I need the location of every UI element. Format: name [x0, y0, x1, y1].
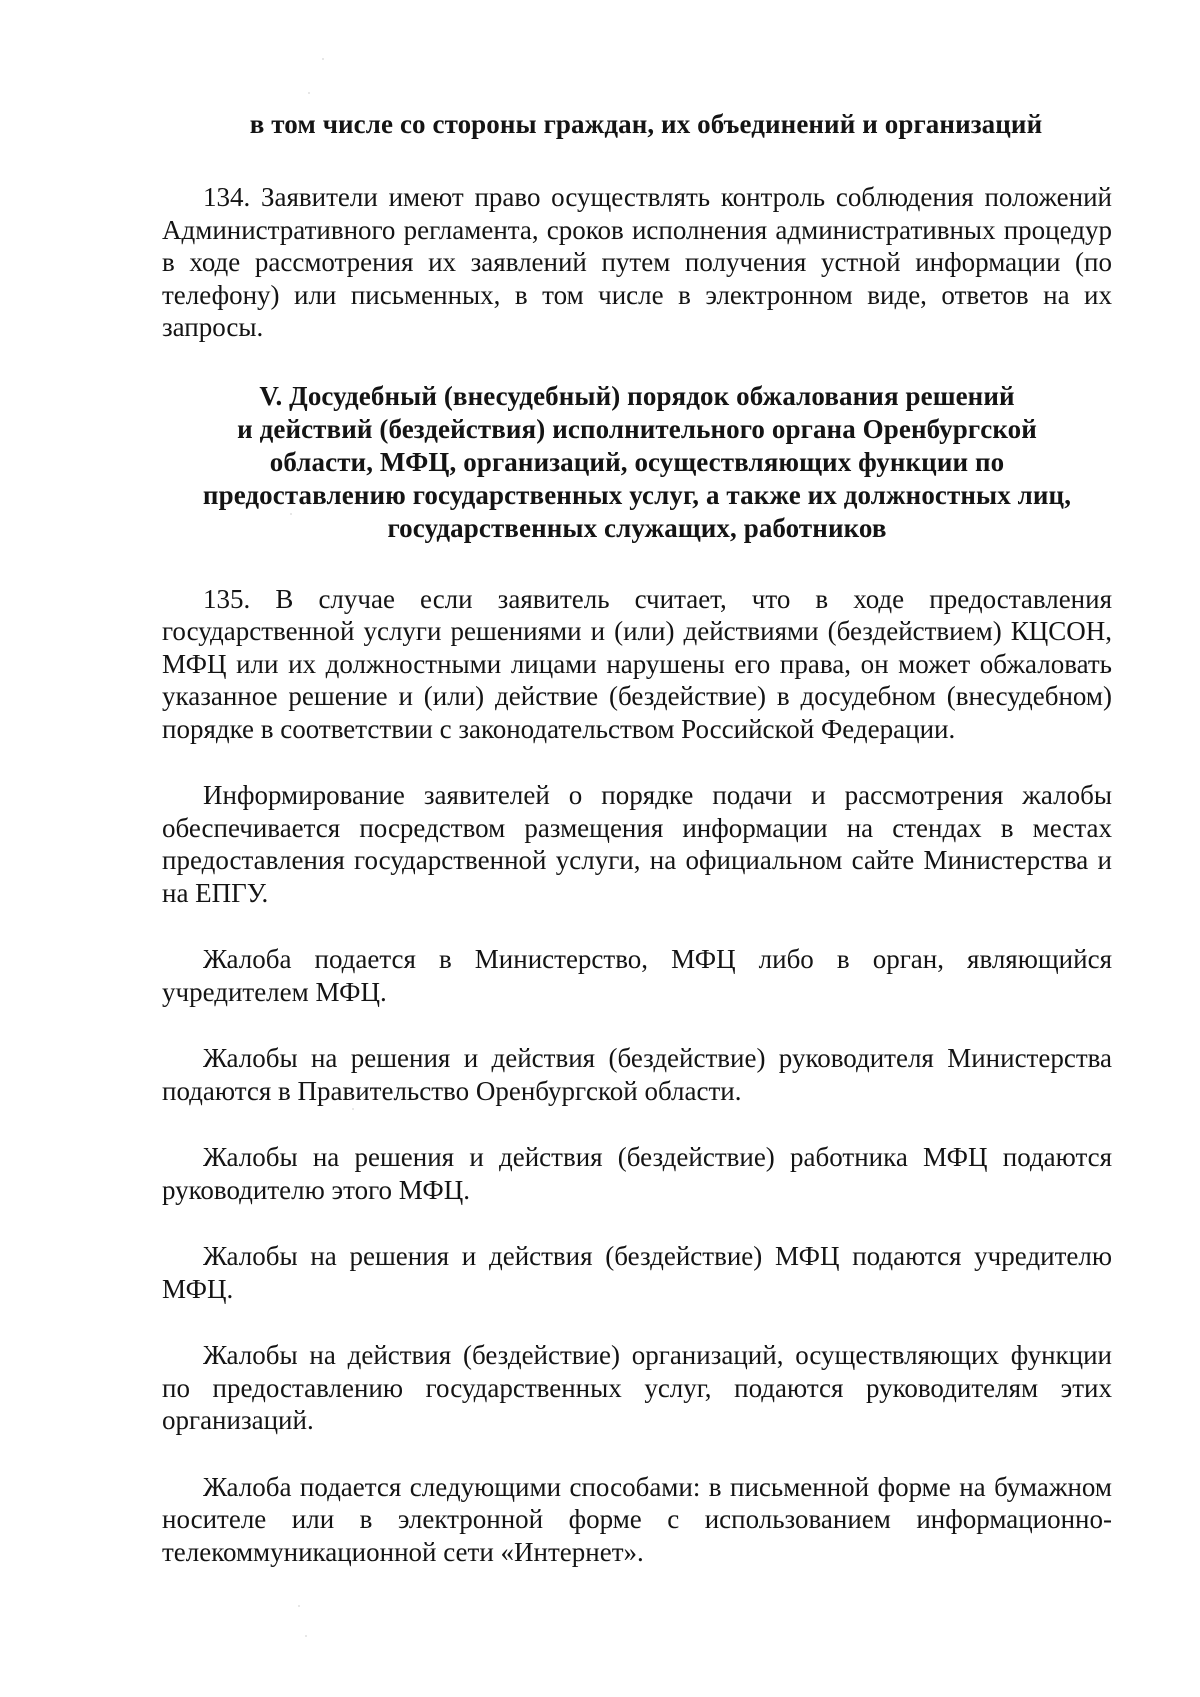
paragraph-135: 135. В случае если заявитель считает, что в ходе предоставления государственной услуги решениями и (или) действиями (бездействием) КЦСОН, МФЦ или их должностными лицами нарушены его права, он может обжаловать указанное решение и (или) действие (бездействие) в досудебном (внесудебном) порядке в соответствии с законодательством Российской Федерации.: [162, 583, 1112, 744]
document-body: [162, 108, 1112, 1568]
section-heading-line: и действий (бездействия) исполнительного органа Оренбургской: [237, 413, 1037, 444]
scan-noise: [298, 1605, 300, 1607]
section-heading-line: области, МФЦ, организаций, осуществляющих функции по: [269, 446, 1005, 477]
paragraph-complaint-methods: Жалоба подается следующими способами: в письменной форме на бумажном носителе или в электронной форме с использованием информационно-телекоммуникационной сети «Интернет».: [162, 1471, 1112, 1567]
paragraph-complaint-destination: Жалоба подается в Министерство, МФЦ либо в орган, являющийся учредителем МФЦ.: [162, 944, 1112, 1007]
section-heading-line: предоставлению государственных услуг, а также их должностных лиц,: [202, 479, 1072, 510]
paragraph-complaint-ministry-head: Жалобы на решения и действия (бездействие) руководителя Министерства подаются в Правительство Оренбургской области.: [162, 1043, 1112, 1106]
paragraph-complaint-mfc: Жалобы на решения и действия (бездействие) МФЦ подаются учредителю МФЦ.: [162, 1241, 1112, 1304]
scan-noise: [305, 1635, 307, 1637]
paragraph-134: 134. Заявители имеют право осуществлять контроль соблюдения положений Административного регламента, сроков исполнения административных процедур в ходе рассмотрения их заявлений путем получения устной информации (по телефону) или письменных, в том числе в электронном виде, ответов на их запросы.: [162, 182, 1112, 342]
subheading-continuation: в том числе со стороны граждан, их объединений и организаций: [249, 109, 1043, 139]
scan-noise: [322, 58, 324, 60]
section-heading-line: V. Досудебный (внесудебный) порядок обжалования решений: [259, 380, 1015, 411]
section-heading-line: государственных служащих, работников: [387, 512, 887, 543]
section-v-heading: [162, 380, 1112, 545]
paragraph-complaint-organizations: Жалобы на действия (бездействие) организаций, осуществляющих функции по предоставлению государственных услуг, подаются руководителям этих организаций.: [162, 1340, 1112, 1435]
scan-noise: [308, 92, 310, 94]
paragraph-informing: Информирование заявителей о порядке подачи и рассмотрения жалобы обеспечивается посредством размещения информации на стендах в местах предоставления государственной услуги, на официальном сайте Министерства и на ЕПГУ.: [162, 780, 1112, 908]
paragraph-complaint-mfc-worker: Жалобы на решения и действия (бездействие) работника МФЦ подаются руководителю этого МФЦ.: [162, 1142, 1112, 1205]
